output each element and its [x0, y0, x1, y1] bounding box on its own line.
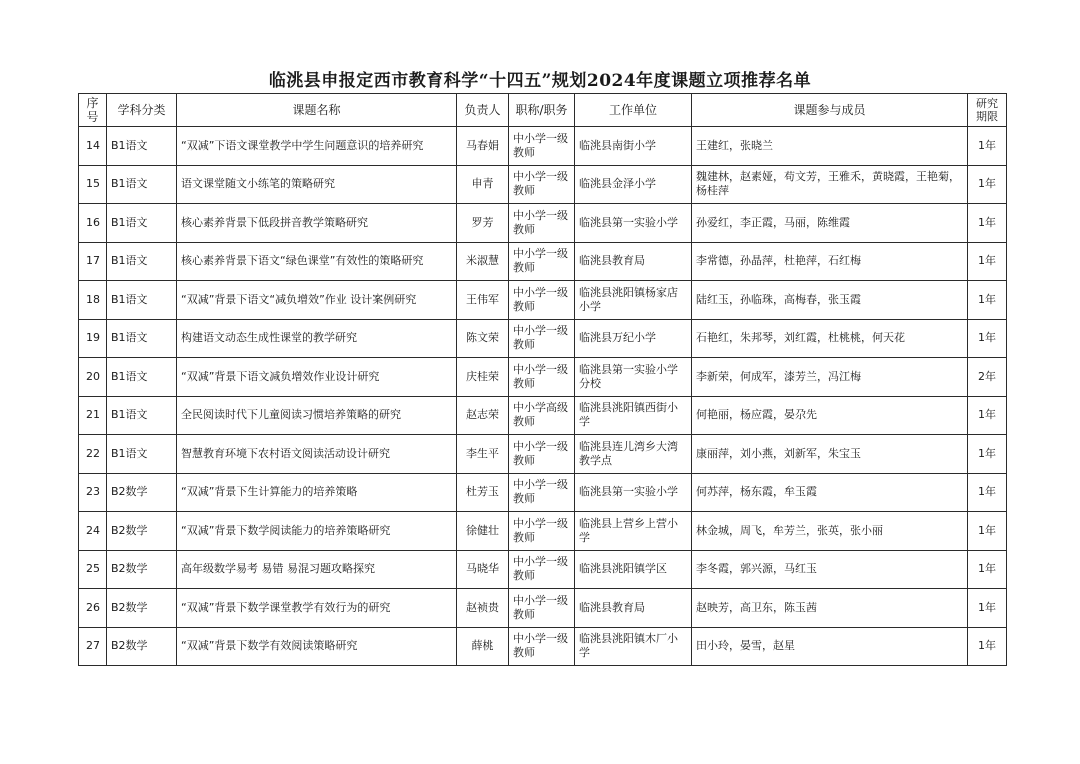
leader-name: 赵志荣: [457, 396, 509, 435]
topic-name: 核心素养背景下低段拼音教学策略研究: [177, 204, 457, 243]
row-number: 24: [79, 512, 107, 551]
topic-name: “双减”背景下数学课堂教学有效行为的研究: [177, 589, 457, 628]
topic-name: 全民阅读时代下儿童阅读习惯培养策略的研究: [177, 396, 457, 435]
member-list: 何苏萍，杨东霞，牟玉霞: [692, 473, 968, 512]
job-title: 中小学一级教师: [509, 281, 575, 320]
job-title: 中小学一级教师: [509, 512, 575, 551]
table-row: [79, 627, 1007, 666]
header-members: 课题参与成员: [692, 94, 968, 127]
member-list: 王建红，张晓兰: [692, 127, 968, 166]
row-number: 22: [79, 435, 107, 474]
job-title: 中小学一级教师: [509, 627, 575, 666]
member-list: 康丽萍，刘小燕，刘新军，朱宝玉: [692, 435, 968, 474]
leader-name: 王伟军: [457, 281, 509, 320]
job-title: 中小学一级教师: [509, 435, 575, 474]
subject-category: B2数学: [107, 627, 177, 666]
leader-name: 薛桃: [457, 627, 509, 666]
member-list: 石艳红，朱邦琴，刘红霞，杜桃桃，何天花: [692, 319, 968, 358]
leader-name: 马晓华: [457, 550, 509, 589]
work-unit: 临洮县教育局: [575, 589, 692, 628]
row-number: 27: [79, 627, 107, 666]
topic-name: “双减”背景下数学有效阅读策略研究: [177, 627, 457, 666]
table-row: [79, 358, 1007, 397]
leader-name: 赵祯贵: [457, 589, 509, 628]
header-subject: 学科分类: [107, 94, 177, 127]
subject-category: B2数学: [107, 473, 177, 512]
row-number: 16: [79, 204, 107, 243]
table-row: [79, 473, 1007, 512]
job-title: 中小学一级教师: [509, 127, 575, 166]
member-list: 陆红玉，孙临珠，高梅春，张玉霞: [692, 281, 968, 320]
topic-name: 语文课堂随文小练笔的策略研究: [177, 165, 457, 204]
job-title: 中小学一级教师: [509, 589, 575, 628]
table-row: [79, 435, 1007, 474]
topic-name: 核心素养背景下语文“绿色课堂”有效性的策略研究: [177, 242, 457, 281]
leader-name: 李生平: [457, 435, 509, 474]
row-number: 14: [79, 127, 107, 166]
topic-name: “双减”背景下语文“减负增效”作业 设计案例研究: [177, 281, 457, 320]
work-unit: 临洮县上营乡上营小学: [575, 512, 692, 551]
leader-name: 杜芳玉: [457, 473, 509, 512]
table-row: [79, 512, 1007, 551]
member-list: 魏建林，赵素娅，苟文芳，王雅禾，黄晓霞，王艳菊，杨桂萍: [692, 165, 968, 204]
row-number: 15: [79, 165, 107, 204]
research-period: 1年: [968, 242, 1007, 281]
topic-name: “双减”背景下语文减负增效作业设计研究: [177, 358, 457, 397]
member-list: 李常德，孙晶萍，杜艳萍，石红梅: [692, 242, 968, 281]
member-list: 孙爱红，李正霞，马丽，陈维霞: [692, 204, 968, 243]
research-period: 1年: [968, 512, 1007, 551]
job-title: 中小学一级教师: [509, 358, 575, 397]
row-number: 20: [79, 358, 107, 397]
table-row: [79, 204, 1007, 243]
topic-name: 构建语文动态生成性课堂的教学研究: [177, 319, 457, 358]
research-period: 1年: [968, 165, 1007, 204]
subject-category: B1语文: [107, 281, 177, 320]
topic-name: “双减”背景下数学阅读能力的培养策略研究: [177, 512, 457, 551]
header-no: 序号: [79, 94, 107, 127]
leader-name: 米淑慧: [457, 242, 509, 281]
research-period: 1年: [968, 127, 1007, 166]
topic-name: 高年级数学易考 易错 易混习题攻略探究: [177, 550, 457, 589]
subject-category: B1语文: [107, 319, 177, 358]
table-row: [79, 281, 1007, 320]
job-title: 中小学一级教师: [509, 242, 575, 281]
work-unit: 临洮县第一实验小学: [575, 204, 692, 243]
leader-name: 申青: [457, 165, 509, 204]
work-unit: 临洮县金泽小学: [575, 165, 692, 204]
table-row: [79, 242, 1007, 281]
member-list: 林金城，周飞，牟芳兰，张英，张小丽: [692, 512, 968, 551]
table-header-row: [79, 94, 1007, 127]
member-list: 赵映芳，高卫东，陈玉茜: [692, 589, 968, 628]
leader-name: 罗芳: [457, 204, 509, 243]
row-number: 17: [79, 242, 107, 281]
subject-category: B1语文: [107, 242, 177, 281]
work-unit: 临洮县万纪小学: [575, 319, 692, 358]
job-title: 中小学一级教师: [509, 165, 575, 204]
subject-category: B2数学: [107, 512, 177, 551]
table-row: [79, 319, 1007, 358]
member-list: 李冬霞，郭兴源，马红玉: [692, 550, 968, 589]
research-period: 1年: [968, 396, 1007, 435]
header-leader: 负责人: [457, 94, 509, 127]
job-title: 中小学高级教师: [509, 396, 575, 435]
research-period: 1年: [968, 435, 1007, 474]
work-unit: 临洮县洮阳镇西街小学: [575, 396, 692, 435]
member-list: 李新荣，何成军，漆芳兰，冯江梅: [692, 358, 968, 397]
work-unit: 临洮县连儿湾乡大湾教学点: [575, 435, 692, 474]
leader-name: 马春娟: [457, 127, 509, 166]
subject-category: B1语文: [107, 127, 177, 166]
subject-category: B2数学: [107, 550, 177, 589]
work-unit: 临洮县南街小学: [575, 127, 692, 166]
topic-name: 智慧教育环境下农村语文阅读活动设计研究: [177, 435, 457, 474]
table-row: [79, 127, 1007, 166]
topic-name: “双减”下语文课堂教学中学生问题意识的培养研究: [177, 127, 457, 166]
subject-category: B1语文: [107, 435, 177, 474]
document-title: 临洮县申报定西市教育科学“十四五”规划2024年度课题立项推荐名单: [268, 71, 812, 91]
subject-category: B1语文: [107, 165, 177, 204]
research-period: 2年: [968, 358, 1007, 397]
leader-name: 陈文荣: [457, 319, 509, 358]
research-period: 1年: [968, 589, 1007, 628]
topic-name: “双减”背景下生计算能力的培养策略: [177, 473, 457, 512]
work-unit: 临洮县洮阳镇学区: [575, 550, 692, 589]
job-title: 中小学一级教师: [509, 473, 575, 512]
header-unit: 工作单位: [575, 94, 692, 127]
table-row: [79, 589, 1007, 628]
row-number: 26: [79, 589, 107, 628]
header-period: 研究期限: [968, 94, 1007, 127]
job-title: 中小学一级教师: [509, 550, 575, 589]
work-unit: 临洮县第一实验小学: [575, 473, 692, 512]
member-list: 田小玲，晏雪，赵星: [692, 627, 968, 666]
subject-category: B1语文: [107, 396, 177, 435]
table-body: [79, 127, 1007, 666]
job-title: 中小学一级教师: [509, 319, 575, 358]
research-period: 1年: [968, 473, 1007, 512]
research-period: 1年: [968, 281, 1007, 320]
subject-category: B2数学: [107, 589, 177, 628]
leader-name: 徐健壮: [457, 512, 509, 551]
work-unit: 临洮县教育局: [575, 242, 692, 281]
row-number: 18: [79, 281, 107, 320]
research-period: 1年: [968, 319, 1007, 358]
table-row: [79, 396, 1007, 435]
work-unit: 临洮县第一实验小学分校: [575, 358, 692, 397]
row-number: 23: [79, 473, 107, 512]
subject-category: B1语文: [107, 204, 177, 243]
job-title: 中小学一级教师: [509, 204, 575, 243]
recommendation-table: [78, 93, 1007, 666]
research-period: 1年: [968, 204, 1007, 243]
member-list: 何艳丽，杨应霞，晏尕先: [692, 396, 968, 435]
header-topic: 课题名称: [177, 94, 457, 127]
row-number: 19: [79, 319, 107, 358]
table-row: [79, 550, 1007, 589]
header-job-title: 职称/职务: [509, 94, 575, 127]
leader-name: 庆桂荣: [457, 358, 509, 397]
table-row: [79, 165, 1007, 204]
work-unit: 临洮县洮阳镇木厂小学: [575, 627, 692, 666]
work-unit: 临洮县洮阳镇杨家店小学: [575, 281, 692, 320]
research-period: 1年: [968, 550, 1007, 589]
subject-category: B1语文: [107, 358, 177, 397]
row-number: 25: [79, 550, 107, 589]
row-number: 21: [79, 396, 107, 435]
research-period: 1年: [968, 627, 1007, 666]
